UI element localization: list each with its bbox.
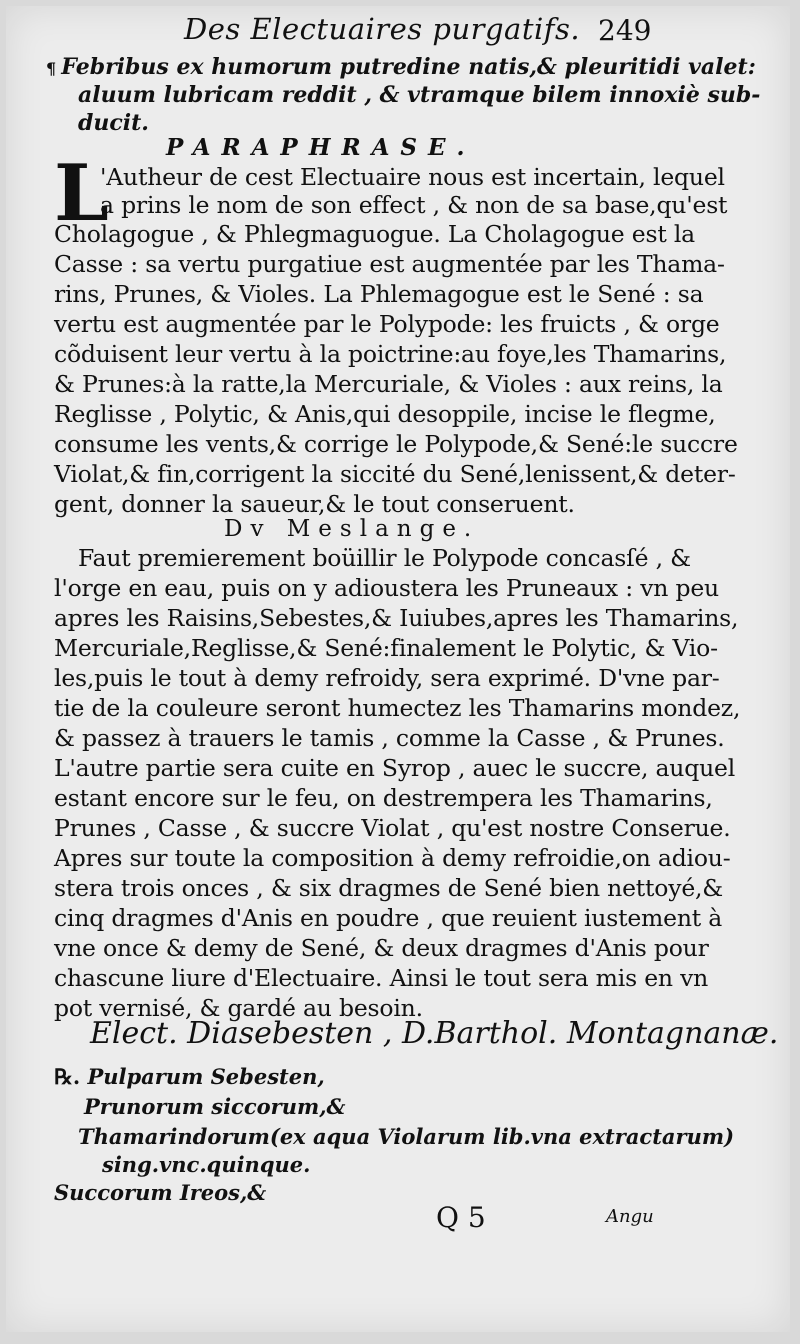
meslange-heading: Dv Meslange. bbox=[224, 516, 480, 542]
meslange-line: Apres sur toute la composition à demy refroidie,on adiou- bbox=[54, 844, 731, 872]
running-title: Des Electuaires purgatifs. bbox=[184, 12, 581, 46]
page-header bbox=[6, 10, 790, 50]
meslange-line: vne once & demy de Sené, & deux dragmes d'Anis pour bbox=[54, 934, 709, 962]
meslange-line: apres les Raisins,Sebestes,& Iuiubes,apres les Thamarins, bbox=[54, 604, 739, 632]
intro-line-2: aluum lubricam reddit , & vtramque bilem innoxiè sub- bbox=[78, 82, 761, 108]
paraphrase-line: a prins le nom de son effect , & non de sa base,qu'est bbox=[100, 191, 728, 219]
recipe-line: Succorum Ireos,& bbox=[54, 1180, 267, 1205]
recipe-line: ℞. Pulparum Sebesten, bbox=[54, 1064, 325, 1089]
recipe-line: Thamarindorum(ex aqua Violarum lib.vna extractarum) bbox=[78, 1124, 735, 1149]
meslange-line: L'autre partie sera cuite en Syrop , auec le succre, auquel bbox=[54, 754, 736, 782]
recipe-title: Elect. Diasebesten , D.Barthol. Montagnanæ. bbox=[90, 1016, 779, 1051]
catchword: Angu bbox=[606, 1206, 654, 1227]
meslange-line: cinq dragmes d'Anis en poudre , que reuient iustement à bbox=[54, 904, 723, 932]
paraphrase-line: vertu est augmentée par le Polypode: les fruicts , & orge bbox=[54, 310, 720, 338]
meslange-line: Faut premierement boüillir le Polypode concasſé , & bbox=[78, 544, 691, 572]
paraphrase-line: gent, donner la saueur,& le tout conseruent. bbox=[54, 490, 575, 518]
signature-mark: Q 5 bbox=[436, 1201, 486, 1234]
paraphrase-line: cõduisent leur vertu à la poictrine:au foye,les Thamarins, bbox=[54, 340, 727, 368]
paraphrase-line: Cholagogue , & Phlegmaguogue. La Cholagogue est la bbox=[54, 220, 695, 248]
pilcrow-icon: ¶ bbox=[46, 59, 57, 78]
paraphrase-line: Casse : sa vertu purgatiue est augmentée par les Thama- bbox=[54, 250, 725, 278]
recipe-line: sing.vnc.quinque. bbox=[102, 1152, 311, 1177]
paraphrase-line: Violat,& fin,corrigent la siccité du Sené,lenissent,& deter- bbox=[54, 460, 736, 488]
intro-line-1: ¶ Febribus ex humorum putredine natis,& pleuritidi valet: bbox=[46, 54, 756, 80]
meslange-line: Mercuriale,Reglisse,& Sené:finalement le Polytic, & Vio- bbox=[54, 634, 718, 662]
meslange-line: l'orge en eau, puis on y adioustera les Pruneaux : vn peu bbox=[54, 574, 719, 602]
paraphrase-line: Reglisse , Polytic, & Anis,qui desoppile, incise le flegme, bbox=[54, 400, 716, 428]
drop-cap: L bbox=[54, 148, 109, 239]
meslange-line: stera trois onces , & six dragmes de Sené bien nettoyé,& bbox=[54, 874, 724, 902]
meslange-line: Prunes , Casse , & succre Violat , qu'est nostre Conserue. bbox=[54, 814, 731, 842]
paraphrase-line: & Prunes:à la ratte,la Mercuriale, & Violes : aux reins, la bbox=[54, 370, 723, 398]
book-page bbox=[6, 6, 790, 1332]
paraphrase-line: 'Autheur de cest Electuaire nous est incertain, lequel bbox=[100, 163, 725, 191]
recipe-symbol-icon: ℞. bbox=[54, 1064, 81, 1089]
meslange-line: estant encore sur le feu, on destrempera les Thamarins, bbox=[54, 784, 713, 812]
paraphrase-line: rins, Prunes, & Violes. La Phlemagogue est le Sené : sa bbox=[54, 280, 704, 308]
page-number: 249 bbox=[598, 14, 652, 47]
meslange-line: & passez à trauers le tamis , comme la Casse , & Prunes. bbox=[54, 724, 725, 752]
intro-line-3: ducit. bbox=[78, 110, 149, 136]
recipe-line: Prunorum siccorum,& bbox=[84, 1094, 346, 1119]
meslange-line: les,puis le tout à demy refroidy, sera exprimé. D'vne par- bbox=[54, 664, 720, 692]
paraphrase-heading: PARAPHRASE. bbox=[166, 134, 476, 161]
meslange-line: pot vernisé, & gardé au besoin. bbox=[54, 994, 423, 1022]
paraphrase-line: consume les vents,& corrige le Polypode,& Sené:le succre bbox=[54, 430, 738, 458]
meslange-line: chascune liure d'Electuaire. Ainsi le tout sera mis en vn bbox=[54, 964, 709, 992]
meslange-line: tie de la couleure seront humectez les Thamarins mondez, bbox=[54, 694, 741, 722]
